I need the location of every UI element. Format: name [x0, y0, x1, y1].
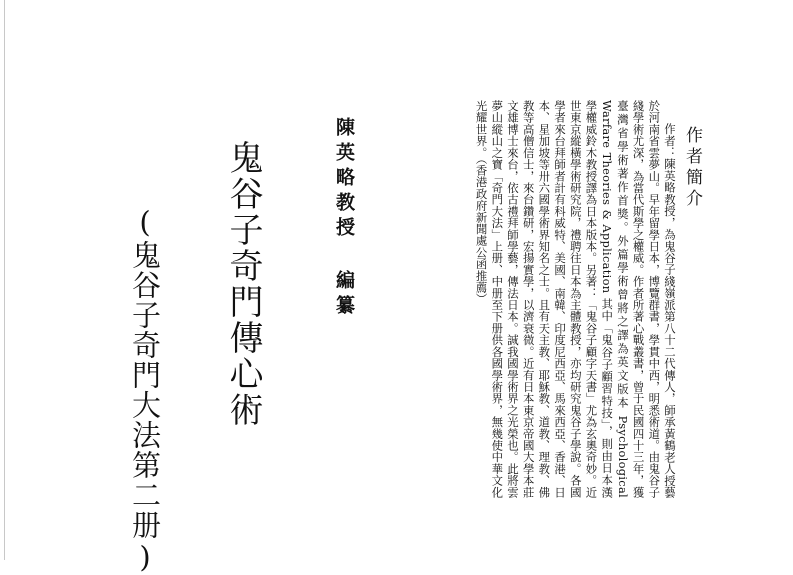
introduction-paragraph: 作者：陳英略教授，為鬼谷子綫嶺派第八十二代傳人，師承黃鶴老人授藝於河南省雲夢山。早年留學日本，博覽群書，學貫中西，明悉術道。由鬼谷子綫學術尤深，為當代斯學之權威。作者所著心戰叢書，曾于民國四十三年，獲臺灣省學術著作首獎。外篇學術曾將之譯為英文版本 Psychological Warfare Theories & Application 其中「鬼谷子顧習特技」，則由日本漢學權威鈴木教授譯為日本版本。另著：「鬼谷子顧字天書」尤為玄奧奇妙。近世東京縱橫學術研究院，禮聘往日本為主體教授，亦均研究鬼谷子學說。各國學者來台拜師者計有科威特、美國、南韓、印度尼西亞、馬來西亞、香港、日本、星加坡等卅六國學術界知名之士。且有天主教、耶穌教、道教、理教、佛教等高僧信士，來台鑽研，宏揚實學，以濟衰微。近有日本東京帝國大學本莊文雄博士來台，依古禮拜師學藝，傳法日本。誠我國學術界之光榮也。此將雲夢山縱山之寶「奇門大法」上册、中册至下册供各國學術界，無幾使中華文化光耀世界。（香港政府新聞處公函推薦）: [474, 100, 677, 498]
section-heading: 作者簡介: [682, 126, 702, 210]
author-line: 陳英略教授 編纂: [333, 117, 355, 320]
author-introduction-text: [455, 100, 677, 498]
subtitle-bracketed: (鬼谷子奇門大法第二册): [128, 205, 162, 575]
main-title: 鬼谷子奇門傳心術: [223, 140, 263, 428]
left-edge-line: [4, 0, 5, 560]
